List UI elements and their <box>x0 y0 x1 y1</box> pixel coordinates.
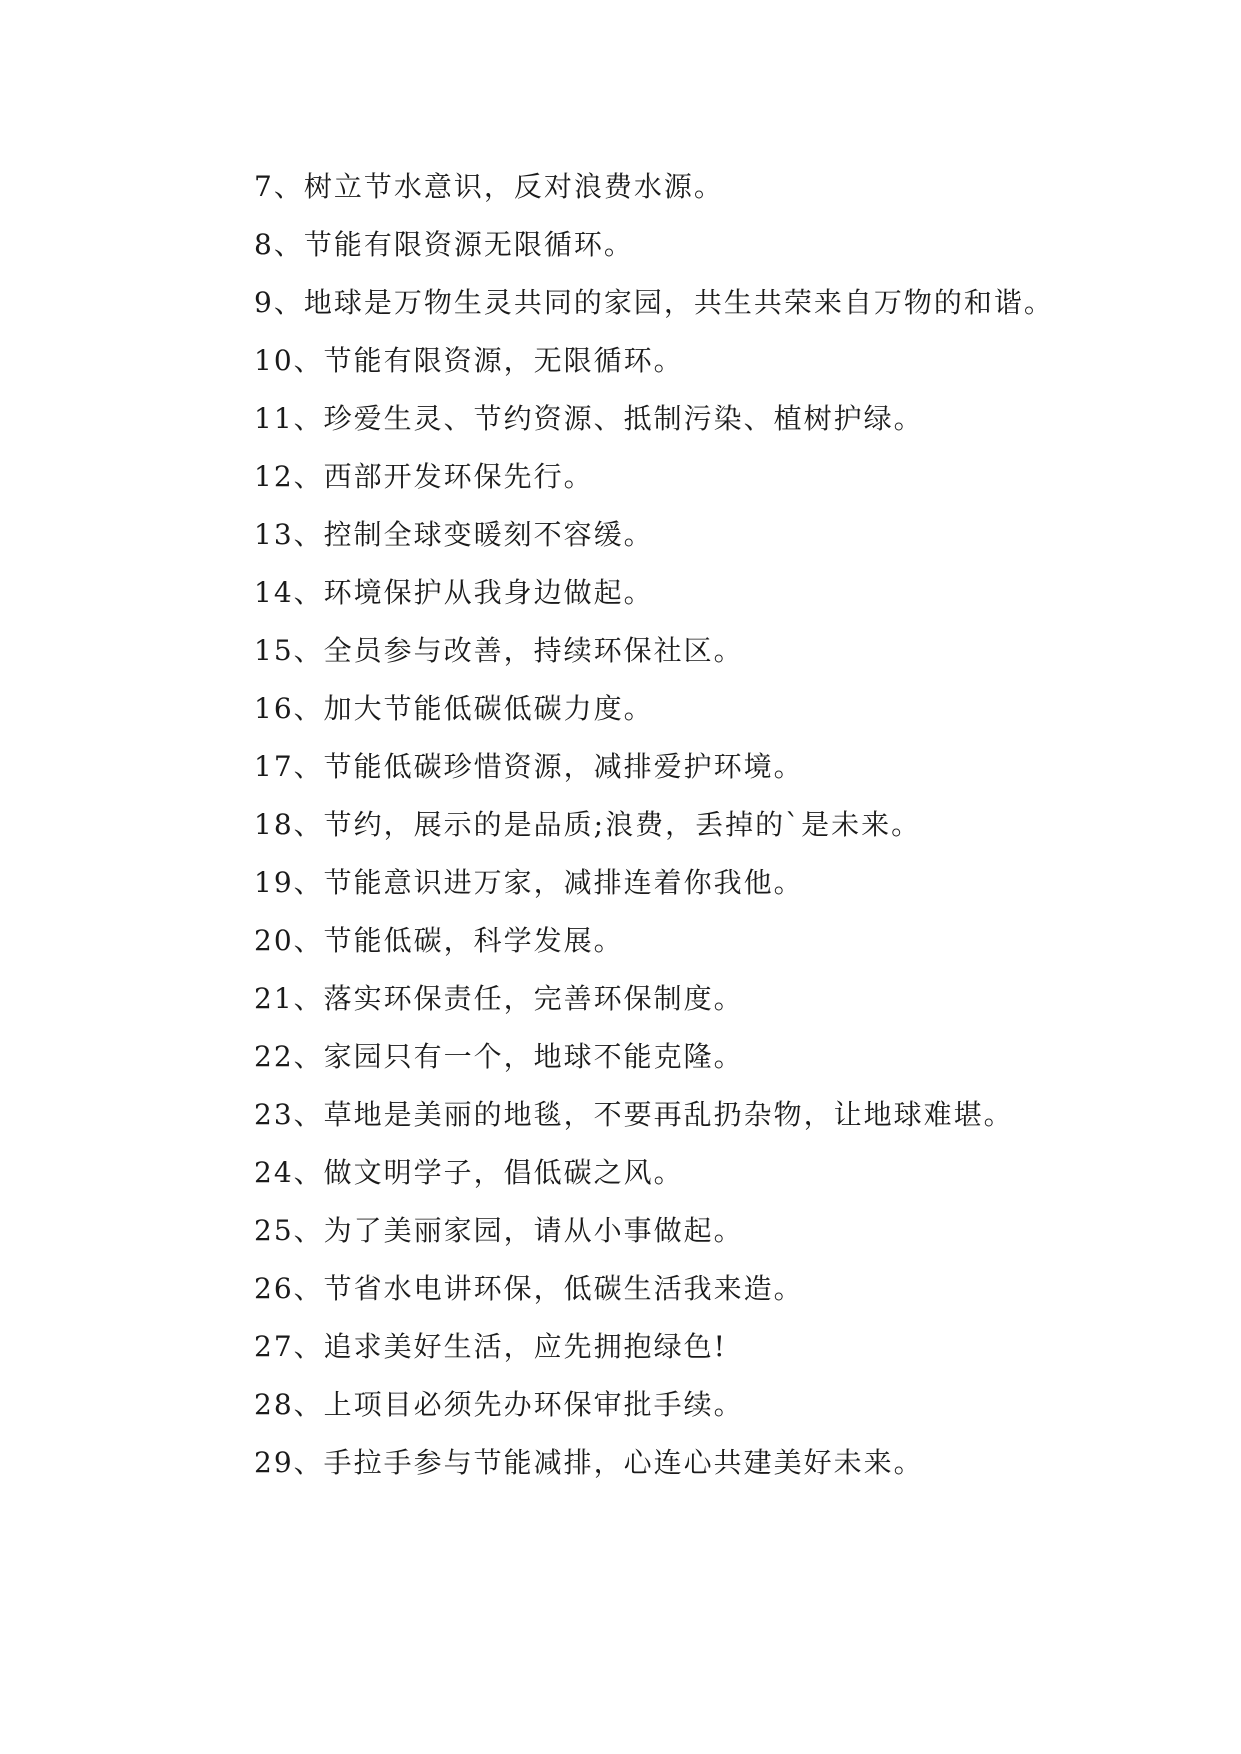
list-item: 16、加大节能低碳低碳力度。 <box>254 692 654 725</box>
list-item: 12、西部开发环保先行。 <box>254 460 594 493</box>
list-item: 17、节能低碳珍惜资源，减排爱护环境。 <box>254 750 804 783</box>
list-item: 11、珍爱生灵、节约资源、抵制污染、植树护绿。 <box>254 402 924 435</box>
list-item: 28、上项目必须先办环保审批手续。 <box>254 1388 744 1421</box>
list-item: 25、为了美丽家园，请从小事做起。 <box>254 1214 744 1247</box>
list-item: 21、落实环保责任，完善环保制度。 <box>254 982 744 1015</box>
list-item: 23、草地是美丽的地毯，不要再乱扔杂物，让地球难堪。 <box>254 1098 1014 1131</box>
list-item: 26、节省水电讲环保，低碳生活我来造。 <box>254 1272 804 1305</box>
list-item: 19、节能意识进万家，减排连着你我他。 <box>254 866 804 899</box>
list-item: 13、控制全球变暖刻不容缓。 <box>254 518 654 551</box>
list-item: 20、节能低碳，科学发展。 <box>254 924 624 957</box>
list-item: 29、手拉手参与节能减排，心连心共建美好未来。 <box>254 1446 924 1479</box>
list-item: 8、节能有限资源无限循环。 <box>254 228 634 261</box>
list-item: 14、环境保护从我身边做起。 <box>254 576 654 609</box>
list-item: 10、节能有限资源，无限循环。 <box>254 344 684 377</box>
list-item: 24、做文明学子，倡低碳之风。 <box>254 1156 684 1189</box>
list-item: 7、树立节水意识，反对浪费水源。 <box>254 170 724 203</box>
slogan-list <box>188 158 1058 1492</box>
list-item: 15、全员参与改善，持续环保社区。 <box>254 634 744 667</box>
list-item: 18、节约，展示的是品质;浪费，丢掉的`是未来。 <box>254 808 922 841</box>
list-item: 27、追求美好生活，应先拥抱绿色! <box>254 1330 727 1363</box>
list-item: 22、家园只有一个，地球不能克隆。 <box>254 1040 744 1073</box>
list-item: 9、地球是万物生灵共同的家园，共生共荣来自万物的和谐。 <box>254 286 1054 319</box>
